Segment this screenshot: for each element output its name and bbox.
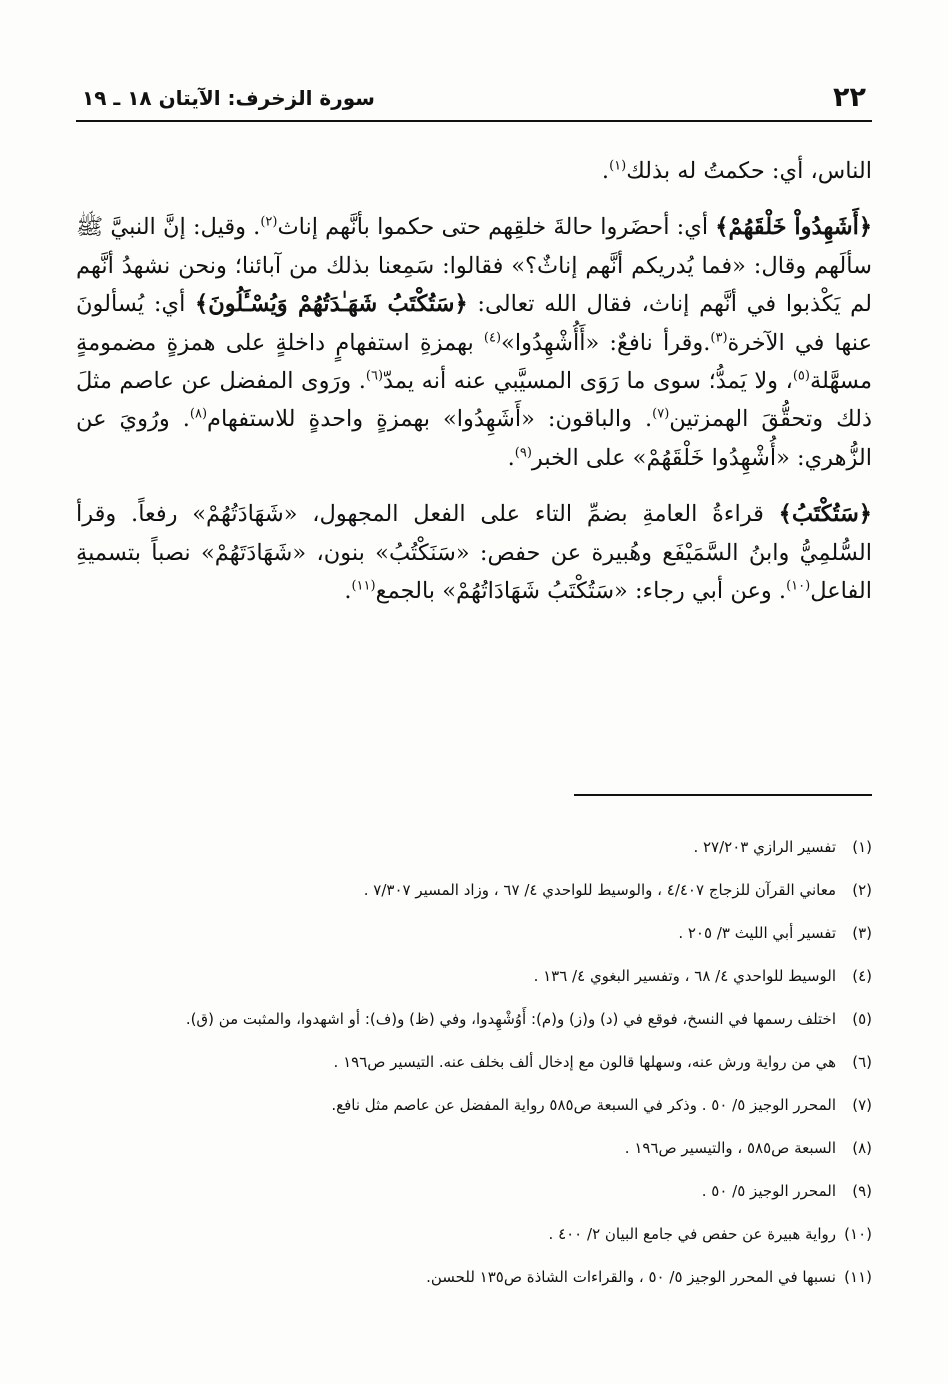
- paragraph-3: [76, 495, 872, 610]
- footnote-ref: (١٠): [786, 578, 811, 594]
- footnote: [76, 1264, 872, 1290]
- footnote-ref: (١): [609, 158, 627, 174]
- text-segment: الناس، أي: حكمتُ له بذلك: [626, 158, 872, 184]
- text-segment: .وقرأ نافعٌ: «أَأُشْهِدُوا»: [501, 329, 711, 356]
- text-segment: .: [601, 158, 610, 184]
- text-segment: ، ولا يَمدُّ؛ سوى ما رَوَى المسيَّبي عنه أنه يمدّ: [383, 368, 793, 395]
- footnote-text: تفسير الرازي ٢٧/٢٠٣ .: [693, 838, 836, 856]
- quran-verse: ﴿سَتُكْتَبُ شَهَـٰدَتُهُمْ وَيُسْـَٔلُونَ﴾: [195, 291, 468, 318]
- footnote-number: (٧): [852, 1096, 872, 1114]
- footnote-ref: (٥): [792, 368, 810, 384]
- running-head: سورة الزخرف: الآيتان ١٨ ـ ١٩: [82, 86, 375, 110]
- footnote-number: (٤): [852, 967, 872, 985]
- paragraph-1: [76, 152, 872, 190]
- footnote-text: المحرر الوجيز ٥/ ٥٠ . وذكر في السبعة ص٥٨٥ رواية المفضل عن عاصم مثل نافع.: [331, 1096, 836, 1114]
- footnote: [76, 1092, 872, 1118]
- footnote: [76, 920, 872, 946]
- quran-verse: ﴿سَتُكْتَبُ﴾: [778, 501, 872, 528]
- footnote-text: رواية هبيرة عن حفص في جامع البيان ٢/ ٤٠٠ .: [548, 1225, 836, 1243]
- text-segment: أي: أحضَروا حالةَ خلقِهم حتى حكموا بأنَّهم إناث: [277, 214, 716, 241]
- footnote-text: اختلف رسمها في النسخ، فوقع في (د) و(ز) و(م): أَوُشْهِدوا، وفي (ظ) و(ف): أو اشهدوا، والمثبت من (ق).: [185, 1010, 836, 1028]
- footnote-text: المحرر الوجيز ٥/ ٥٠ .: [701, 1182, 836, 1200]
- footnote-text: نسبها في المحرر الوجيز ٥/ ٥٠ ، والقراءات الشاذة ص١٣٥ للحسن.: [426, 1268, 836, 1286]
- footnote-ref: (٨): [189, 406, 208, 422]
- footnote-text: السبعة ص٥٨٥ ، والتيسير ص١٩٦ .: [624, 1139, 836, 1157]
- footnote-number: (١١): [844, 1268, 872, 1286]
- footnote: [76, 834, 872, 860]
- footnote: [76, 963, 872, 989]
- footnote: [76, 1049, 872, 1075]
- footnote-divider: [574, 794, 872, 796]
- footnote-text: الوسيط للواحدي ٤/ ٦٨ ، وتفسير البغوي ٤/ ١٣٦ .: [533, 967, 836, 985]
- text-segment: . وقيل: إنَّ النبيَّ ﷺ سألَهم وقال: «فما يُدريكم أنَّهم إناثٌ؟» فقالوا: سَمِعنا بذلك من آبائنا؛ ونحن نشهدُ أنَّهم لم يَكْذبوا في أنَّهم إناث، فقال الله تعالى:: [76, 214, 872, 318]
- footnote-number: (٩): [852, 1182, 872, 1200]
- text-segment: . وعن أبي رجاء: «سَتُكْتَبُ شَهَادَاتُهُمْ» بالجمع: [375, 578, 787, 605]
- text-segment: أي: يُسألونَ عنها في الآخرة: [76, 291, 872, 356]
- footnote-text: معاني القرآن للزجاج ٤/٤٠٧ ، والوسيط للواحدي ٤/ ٦٧ ، وزاد المسير ٧/٣٠٧ .: [363, 881, 836, 899]
- footnote: [76, 877, 872, 903]
- footnote-number: (٦): [852, 1053, 872, 1071]
- text-segment: قراءةُ العامةِ بضمِّ التاء على الفعل المجهول، «شَهَادَتُهُمْ» رفعاً. وقرأ السُّلمِيُّ وابنُ السَّمَيْفَع وهُبيرة عن حفص: «سَنَكْتُبُ» بنون، «شَهَادَتَهُمْ» نصباً بتسميةِ الفاعل: [76, 501, 872, 605]
- footnotes: [76, 834, 872, 1307]
- footnote-text: هي من رواية ورش عنه، وسهلها قالون مع إدخال ألف بخلف عنه. التيسير ص١٩٦ .: [333, 1053, 836, 1071]
- footnote-number: (٣): [852, 924, 872, 942]
- text-segment: بهمزةِ استفهامٍ داخلةٍ على همزةٍ مضمومةٍ مسهَّلة: [76, 329, 872, 395]
- text-segment: . والباقون: «أَشَهِدُوا» بهمزةٍ واحدةٍ للاستفهام: [207, 406, 653, 433]
- text-segment: . ورَوى المفضل عن عاصم مثلَ ذلك وتحقُّقَ الهمزتين: [76, 368, 872, 433]
- footnote: [76, 1178, 872, 1204]
- footnote-ref: (٣): [710, 330, 728, 346]
- footnote: [76, 1135, 872, 1161]
- footnote-ref: (٢): [260, 214, 278, 230]
- main-text: [76, 152, 872, 610]
- text-segment: . ورُويَ عن الزُّهري: «أُشْهِدُوا خَلْقَهُمْ» على الخبر: [76, 406, 872, 471]
- footnote-number: (١): [852, 838, 872, 856]
- page-number: ٢٢: [833, 82, 866, 113]
- text-segment: .: [507, 444, 515, 471]
- footnote-number: (٥): [852, 1010, 872, 1028]
- footnote-ref: (٩): [514, 445, 532, 461]
- text-segment: .: [344, 578, 352, 605]
- footnote-ref: (٦): [365, 368, 384, 384]
- paragraph-2: [76, 208, 872, 477]
- page-header: [76, 78, 872, 122]
- footnote: [76, 1006, 872, 1032]
- footnote-number: (١٠): [844, 1225, 872, 1243]
- footnote-number: (٢): [852, 881, 872, 899]
- footnote-ref: (١١): [351, 578, 376, 594]
- quran-verse: ﴿أَشَهِدُواْ خَلْقَهُمْ﴾: [715, 214, 872, 241]
- footnote-text: تفسير أبي الليث ٣/ ٢٠٥ .: [678, 924, 836, 942]
- footnote: [76, 1221, 872, 1247]
- footnote-ref: (٧): [652, 406, 670, 422]
- footnote-ref: (٤): [483, 330, 502, 346]
- footnote-number: (٨): [852, 1139, 872, 1157]
